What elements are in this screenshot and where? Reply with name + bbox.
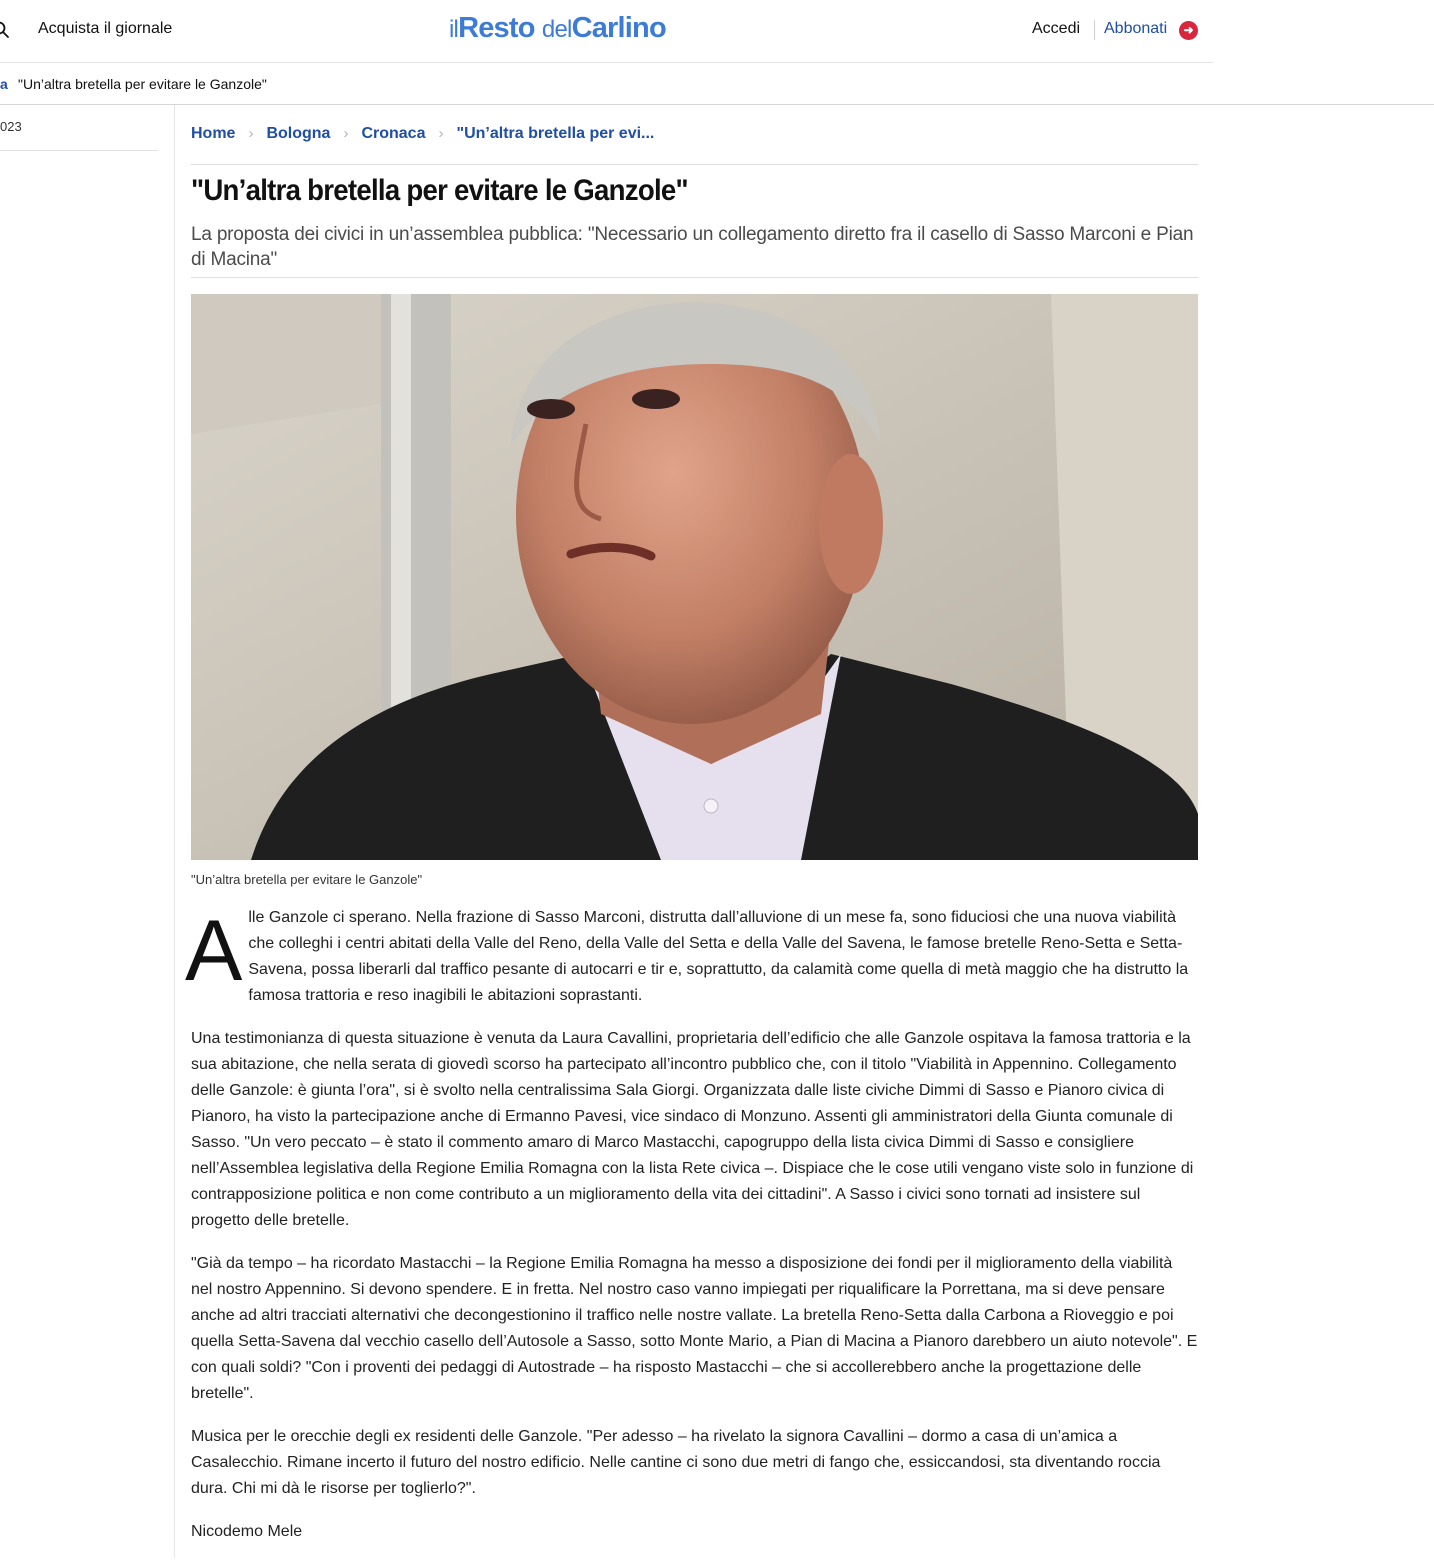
chevron-right-icon: › [248,125,254,142]
login-link[interactable]: Accedi [1032,20,1081,37]
photo-caption: "Un’altra bretella per evitare le Ganzole" [191,872,423,887]
breadcrumb-cronaca[interactable]: Cronaca [361,125,426,142]
breadcrumb-home[interactable]: Home [191,125,236,142]
article-photo [191,294,1198,860]
search-icon[interactable] [0,20,12,40]
breadcrumb-bologna[interactable]: Bologna [266,125,331,142]
article-title-strip [0,63,1434,105]
drop-cap: A [185,903,243,999]
paragraph-text: lle Ganzole ci sperano. Nella frazione di Sasso Marconi, distrutta dall’alluvione di un mese fa, sono fiduciosi che una nuova viabilità che colleghi i centri abitati della Valle del Reno, della Valle del Setta e della Valle del Savena, le famose bretelle Reno-Setta e Setta-Savena, possa liberarli dal traffico pesante di autocarri e tir e, soprattutto, da calamità come quella di metà maggio che ha distrutto la famosa trattoria e reso inagibili le abitazioni soprastanti. [248,909,1189,1004]
logo-word-resto: Resto [458,12,535,44]
article-headline: "Un’altra bretella per evitare le Ganzole" [191,174,688,207]
arrow-right-circle-icon[interactable]: ➜ [1179,21,1198,40]
article-subheadline: La proposta dei civici in un’assemblea pubblica: "Necessario un collegamento diretto fra il casello di Sasso Marconi e Pian di Macina" [191,224,1194,270]
buy-newspaper-link[interactable]: Acquista il giornale [38,20,173,37]
article-paragraph: Una testimonianza di questa situazione è venuta da Laura Cavallini, proprietaria dell’edificio che alle Ganzole ospitava la famosa trattoria e la sua abitazione, che nella serata di giovedì scorso ha partecipato all’incontro pubblico che, con il titolo "Viabilità in Appennino. Collegamento delle Ganzole: è giunta l’ora", si è svolto nella centralissima Sala Giorgi. Organizzata dalle liste civiche Dimmi di Sasso e Pianoro civica di Pianoro, ha visto la partecipazione anche di Ermanno Pavesi, vice sindaco di Monzuno. Assenti gli amministratori della Giunta comunale di Sasso. "Un vero peccato – è stato il commento amaro di Marco Mastacchi, capogruppo della lista civica Dimmi di Sasso e consigliere nell’Assemblea legislativa della Regione Emilia Romagna con la lista Rete civica –. Dispiace che le cose utili vengano viste solo in funzione di contrapposizione politica e non come contributo a un miglioramento della vita dei cittadini". A Sasso i civici sono tornati ad insistere sul progetto delle bretelle. [191,1030,1194,1229]
article-paragraph: "Già da tempo – ha ricordato Mastacchi – la Regione Emilia Romagna ha messo a disposizione dei fondi per il miglioramento della viabilità nel nostro Appennino. Si devono spendere. E in fretta. Nel nostro caso vanno impiegati per riqualificare la Porrettana, ma si deve pensare anche ad altri tracciati alternativi che decongestionino il traffico nelle nostre vallate. La bretella Reno-Setta dalla Carbona a Rioveggio e poi quella Setta-Savena dal vecchio casello dell’Autosole a Sasso, sotto Monte Mario, a Pian di Macina a Pianoro darebbero un aiuto notevole". E con quali soldi? "Con i proventi dei pedaggi di Autostrade – ha risposto Mastacchi – che si accollerebbero anche la progettazione delle bretelle". [191,1255,1198,1402]
logo-prefix: il [449,16,459,43]
strip-article-title: "Un’altra bretella per evitare le Ganzole" [18,76,267,92]
strip-section-fragment[interactable]: a [0,76,8,92]
subscribe-link[interactable]: Abbonati [1104,20,1168,37]
sidebar-divider [0,150,158,151]
column-divider [174,105,175,1558]
article-body [185,903,1198,1562]
site-header [0,0,1213,63]
sidebar-date: 023 [0,119,22,134]
logo-word-carlino: Carlino [571,12,666,44]
article-paragraph [185,903,1198,1009]
header-divider [1094,20,1095,40]
article-paragraph: Musica per le orecchie degli ex residenti delle Ganzole. "Per adesso – ha rivelato la signora Cavallini – dormo a casa di un’amica a Casalecchio. Rimane incerto il futuro del nostro edificio. Nelle cantine ci sono due metri di fango che, essiccandosi, sta diventando roccia dura. Chi mi dà le risorse per toglierlo?". [191,1428,1161,1497]
breadcrumb-divider [191,164,1198,165]
chevron-right-icon: › [438,125,444,142]
breadcrumb-current[interactable]: "Un’altra bretella per evi... [456,125,655,142]
breadcrumb [191,125,654,147]
portrait-image [191,294,1198,860]
site-logo[interactable] [449,12,666,45]
logo-mid: del [541,16,572,43]
chevron-right-icon: › [343,125,349,142]
article-author: Nicodemo Mele [191,1523,303,1540]
subhead-divider [191,277,1198,278]
